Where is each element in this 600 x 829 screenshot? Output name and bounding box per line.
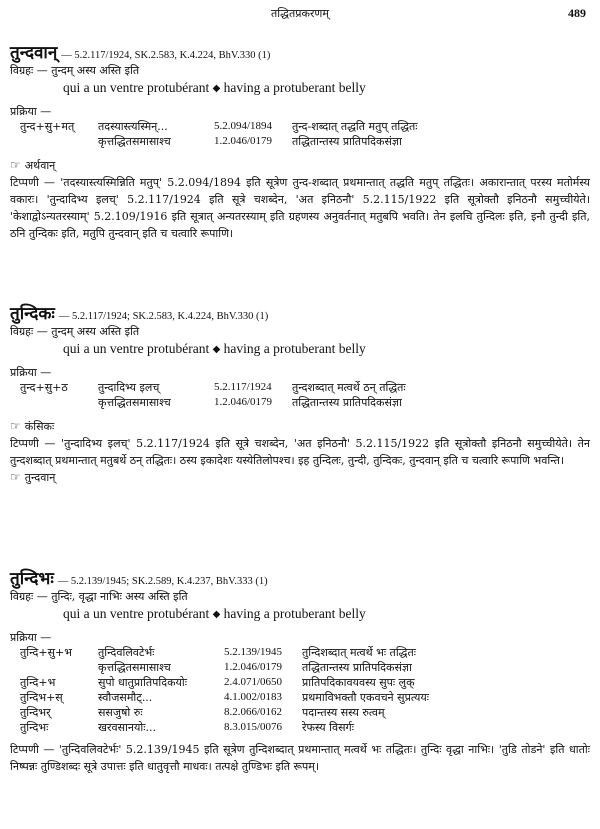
headword: तुन्दवान् xyxy=(10,43,58,63)
gloss-french: qui a un ventre protubérant xyxy=(63,80,210,95)
entry-tundavan xyxy=(10,40,590,242)
sutra-cell: कृत्तद्धितसमासाश्च xyxy=(98,661,171,674)
sutra-number-cell: 8.2.066/0162 xyxy=(224,706,283,718)
tippani: टिप्पणी — 'तदस्यास्त्यस्मिन्निति मतुप्' 5.2.094/1894 इति सूत्रेण तुन्द-शब्दात् प्रथमान्तात् तद्धति मतुप् तद्धितः। अकारान्तात् परस्य मतोर्मस्य वकारः। 'तुन्दादिभ्य इलच्' 5.2.117/1924 इति सूत्रे चशब्देन, 'अत इनिठनौ' 5.2.115/1922 इति सूत्रोक्तौ इनिठनौ समुच्चीयेते। 'केशाद्वोऽन्यतरस्याम्' 5.2.109/1916 इति सूत्रात् अन्यतरस्याम् इति ग्रहणस्य अनुवर्तनात् मतुबपि भवति। तेन इलचि तुन्दिलः इति, इनौ तुन्दी इति, ठनि तुन्दिकः इति, मतुपि तुन्दवान् इति च चत्वारि रूपाणि। xyxy=(10,176,590,240)
headword-reference: — 5.2.117/1924, SK.2.583, K.4.224, BhV.330 (1) xyxy=(61,50,271,61)
form-cell: तुन्दि+सु+भ xyxy=(20,646,72,659)
sutra-cell: तुन्दिवलिवटेर्भः xyxy=(98,646,155,659)
diamond-icon: ◆ xyxy=(212,609,221,620)
explanation-cell: प्रथमाविभक्तौ एकवचने सुप्रत्ययः xyxy=(302,691,430,704)
table-row xyxy=(20,660,435,675)
sutra-number-cell: 8.3.015/0076 xyxy=(224,721,283,733)
sutra-cell: सुपो धातुप्रातिपदिकयोः xyxy=(98,676,187,689)
running-title: तद्धितप्रकरणम् xyxy=(271,7,329,20)
sutra-number-cell: 2.4.071/0650 xyxy=(224,676,283,688)
see-also xyxy=(10,469,590,486)
headword: तुन्दिभः xyxy=(10,569,54,589)
gloss-english: having a protuberant belly xyxy=(223,341,366,356)
table-row xyxy=(20,645,435,660)
prakriya-table xyxy=(20,380,412,410)
prakriya-table xyxy=(20,645,435,735)
gloss xyxy=(63,79,590,98)
form-cell xyxy=(20,660,98,675)
entry-tundikah xyxy=(10,301,590,486)
headword-reference: — 5.2.117/1924; SK.2.583, K.4.224, BhV.330 (1) xyxy=(58,311,269,322)
see-also-term: अर्थवान् xyxy=(24,159,56,172)
explanation-cell: तुन्दिशब्दात् मत्वर्थे भः तद्धितः xyxy=(302,646,416,659)
see-also-term: तुन्दवान् xyxy=(24,471,56,484)
form-cell: तुन्दि+भ xyxy=(20,676,56,689)
explanation-cell: पदान्तस्य सस्य रुत्वम् xyxy=(302,706,385,719)
gloss-english: having a protuberant belly xyxy=(223,606,366,621)
explanation-cell: तद्धितान्तस्य प्रातिपदिकसंज्ञा xyxy=(292,135,402,148)
explanation-cell: तद्धितान्तस्य प्रातिपदिकसंज्ञा xyxy=(292,396,402,409)
diamond-icon: ◆ xyxy=(212,83,221,94)
table-row xyxy=(20,395,412,410)
vigraha: विग्रहः — तुन्दिः, वृद्धा नाभिः अस्य अस्ति इति xyxy=(10,590,188,603)
sutra-cell: तुन्दादिभ्य इलच् xyxy=(98,381,160,394)
tippani: टिप्पणी — 'तुन्दादिभ्य इलच्' 5.2.117/1924 इति सूत्रे चशब्देन, 'अत इनिठनौ' 5.2.115/1922 इति सूत्रोक्तौ इनिठनौ समुच्चीयेते। तेन तुन्दशब्दात् प्रथमान्तात् मतुबर्थे ठन् तद्धितः। ठस्य इकादेशः यस्येतिलोपश्च। इह तुन्दिलः, तुन्दी, तुन्दिकः, तुन्दवान् इति च चत्वारि रूपाणि भवन्ति। xyxy=(10,437,590,467)
explanation-cell: तुन्दशब्दात् मत्वर्थे ठन् तद्धितः xyxy=(292,381,406,394)
page-number: 489 xyxy=(568,6,586,20)
prakriya-table xyxy=(20,119,424,149)
sutra-number-cell: 1.2.046/0179 xyxy=(214,135,273,147)
gloss-english: having a protuberant belly xyxy=(223,80,366,95)
diamond-icon: ◆ xyxy=(212,344,221,355)
form-cell: तुन्द+सु+मत् xyxy=(20,120,75,133)
table-row xyxy=(20,720,435,735)
gloss-french: qui a un ventre protubérant xyxy=(63,341,210,356)
entry-tundibhah xyxy=(10,566,590,775)
table-row xyxy=(20,690,435,705)
tippani: टिप्पणी — 'तुन्दिवलिवटेर्भः' 5.2.139/1945 इति सूत्रेण तुन्दिशब्दात् प्रथमान्तात् मत्वर्थे भः तद्धितः। तुन्दिः वृद्धा नाभिः। 'तुडि तोडने' इति धातोः निष्पन्नः तुण्डिशब्दः सूत्रे उपात्तः इति धातुवृत्तौ माधवः। तत्पक्षे तुण्डिभः इति रूपम्। xyxy=(10,743,590,773)
sutra-cell: तदस्यास्त्यस्मिन्... xyxy=(98,120,168,133)
headword-reference: — 5.2.139/1945; SK.2.589, K.4.237, BhV.333 (1) xyxy=(57,576,268,587)
gloss xyxy=(63,340,590,359)
form-cell xyxy=(20,395,98,410)
sutra-cell: स्वौजसमौट्... xyxy=(98,691,153,704)
form-cell: तुन्दिभ+स् xyxy=(20,691,63,704)
sutra-number-cell: 5.2.094/1894 xyxy=(214,120,273,132)
headword: तुन्दिकः xyxy=(10,304,55,324)
sutra-cell: कृत्तद्धितसमासाश्च xyxy=(98,396,171,409)
see-also xyxy=(10,418,590,435)
form-cell: तुन्दिभर् xyxy=(20,706,51,719)
sutra-number-cell: 5.2.139/1945 xyxy=(224,646,283,658)
table-row xyxy=(20,705,435,720)
table-row xyxy=(20,119,424,134)
sutra-number-cell: 5.2.117/1924 xyxy=(214,381,272,393)
prakriya-label: प्रक्रिया — xyxy=(10,366,52,379)
table-row xyxy=(20,380,412,395)
gloss xyxy=(63,605,590,624)
table-row xyxy=(20,675,435,690)
pointing-hand-icon: ☞ xyxy=(10,419,21,433)
form-cell: तुन्दिभः xyxy=(20,721,49,734)
sutra-number-cell: 1.2.046/0179 xyxy=(224,661,283,673)
vigraha: विग्रहः — तुन्दम् अस्य अस्ति इति xyxy=(10,325,140,338)
form-cell xyxy=(20,134,98,149)
pointing-hand-icon: ☞ xyxy=(10,470,21,484)
explanation-cell: तद्धितान्तस्य प्रातिपदिकसंज्ञा xyxy=(302,661,412,674)
gloss-french: qui a un ventre protubérant xyxy=(63,606,210,621)
vigraha: विग्रहः — तुन्दम् अस्य अस्ति इति xyxy=(10,64,140,77)
sutra-cell: खरवसानयोः... xyxy=(98,721,156,734)
page-header xyxy=(0,6,600,24)
prakriya-label: प्रक्रिया — xyxy=(10,631,52,644)
sutra-cell: ससजुषो रुः xyxy=(98,706,143,719)
sutra-number-cell: 4.1.002/0183 xyxy=(224,691,283,703)
sutra-number-cell: 1.2.046/0179 xyxy=(214,396,273,408)
see-also-term: कंसिकः xyxy=(24,420,55,433)
table-row xyxy=(20,134,424,149)
form-cell: तुन्द+सु+ठ xyxy=(20,381,68,394)
explanation-cell: रेफस्य विसर्गः xyxy=(302,721,354,734)
see-also xyxy=(10,157,590,174)
explanation-cell: प्रातिपदिकावयवस्य सुपः लुक् xyxy=(302,676,415,689)
explanation-cell: तुन्द-शब्दात् तद्धति मतुप् तद्धितः xyxy=(292,120,418,133)
prakriya-label: प्रक्रिया — xyxy=(10,105,52,118)
sutra-cell: कृत्तद्धितसमासाश्च xyxy=(98,135,171,148)
pointing-hand-icon: ☞ xyxy=(10,158,21,172)
